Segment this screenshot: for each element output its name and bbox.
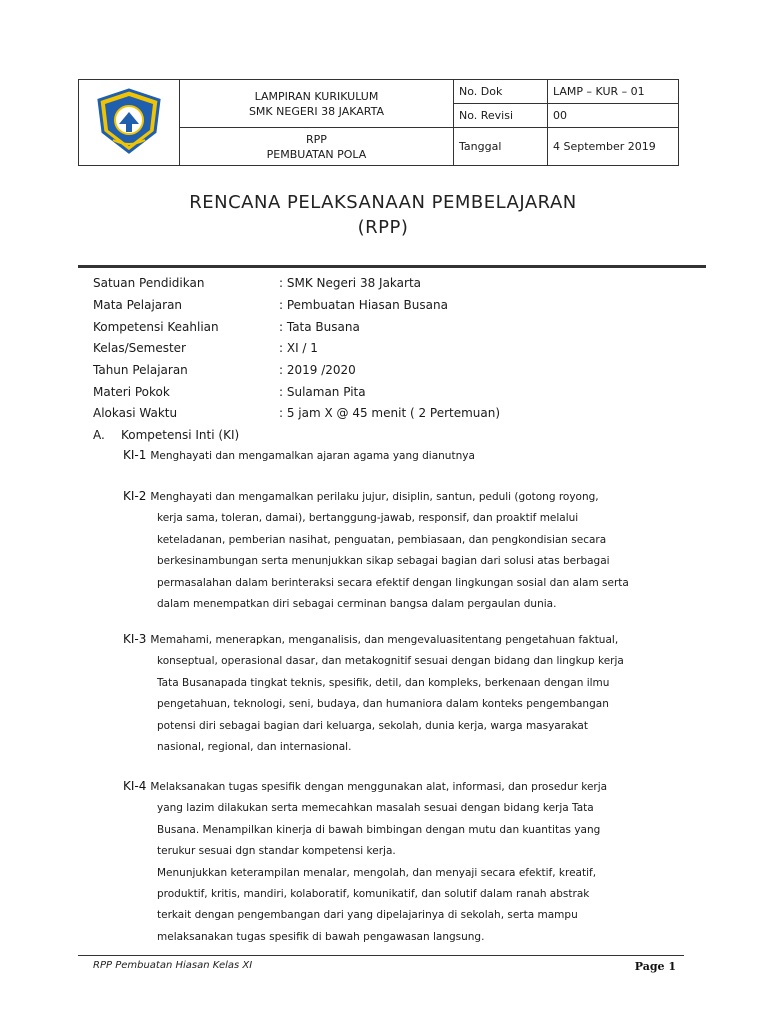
identity-label: Satuan Pendidikan: [93, 276, 205, 290]
ki-line: keteladanan, pemberian nasihat, penguatan, pembiasaan, dan pengkondisian secara: [157, 533, 607, 546]
identity-value: : 5 jam X @ 45 menit ( 2 Pertemuan): [279, 406, 501, 420]
identity-value: : Tata Busana: [279, 320, 360, 334]
date-value: 4 September 2019: [548, 128, 679, 166]
institution-cell: [180, 80, 454, 128]
identity-value: : Pembuatan Hiasan Busana: [279, 298, 448, 312]
school-logo-icon: [93, 88, 165, 154]
identity-value: : SMK Negeri 38 Jakarta: [279, 276, 422, 290]
ki-3-block: [123, 629, 678, 758]
document-type-cell: [180, 128, 454, 166]
ki-line: dalam menempatkan diri sebagai cerminan bangsa dalam pergaulan dunia.: [157, 598, 557, 611]
ki-line: Memahami, menerapkan, menganalisis, dan mengevaluasitentang pengetahuan faktual,: [150, 634, 619, 646]
identity-label: Tahun Pelajaran: [93, 363, 188, 377]
ki-code: KI-4: [123, 779, 147, 793]
identity-value: : 2019 /2020: [279, 363, 356, 377]
institution-line-2: SMK NEGERI 38 JAKARTA: [248, 104, 385, 118]
document-type-line-1: RPP: [306, 132, 327, 146]
footer-divider: [78, 955, 684, 956]
ki-line: Menunjukkan keterampilan menalar, mengolah, dan menyaji secara efektif, kreatif,: [157, 866, 597, 879]
school-logo-cell: [79, 80, 180, 166]
title-divider: [78, 265, 706, 268]
document-title: [78, 190, 688, 240]
ki-line: Menghayati dan mengamalkan ajaran agama yang dianutnya: [150, 450, 475, 462]
identity-value: : XI / 1: [279, 341, 318, 355]
ki-line: Menghayati dan mengamalkan perilaku jujur, disiplin, santun, peduli (gotong royong,: [150, 491, 599, 503]
ki-line: terukur sesuai dgn standar kompetensi kerja.: [157, 845, 396, 858]
ki-line: berkesinambungan serta menunjukkan sikap sebagai bagian dari solusi atas berbagai: [157, 555, 610, 568]
ki-1-block: [123, 445, 678, 467]
ki-line: permasalahan dalam berinteraksi secara efektif dengan lingkungan sosial dan alam serta: [157, 576, 629, 589]
ki-line: nasional, regional, dan internasional.: [157, 741, 352, 754]
ki-line: yang lazim dilakukan serta memecahkan masalah sesuai dengan bidang kerja Tata: [157, 802, 594, 815]
ki-line: konseptual, operasional dasar, dan metakognitif sesuai dengan bidang dan lingkup kerja: [157, 655, 624, 668]
document-type-line-2: PEMBUATAN POLA: [266, 147, 367, 161]
ki-2-block: [123, 486, 678, 615]
identity-label: Alokasi Waktu: [93, 406, 178, 420]
ki-code: KI-3: [123, 632, 147, 646]
identity-label: Kelas/Semester: [93, 341, 186, 355]
date-label: Tanggal: [454, 128, 548, 166]
doc-number-label: No. Dok: [454, 80, 548, 104]
ki-line: produktif, kritis, mandiri, kolaboratif, komunikatif, dan solutif dalam ranah abstrak: [157, 888, 590, 901]
institution-line-1: LAMPIRAN KURIKULUM: [254, 89, 379, 103]
footer-document-name: RPP Pembuatan Hiasan Kelas XI: [93, 960, 253, 971]
identity-value: : Sulaman Pita: [279, 385, 366, 399]
title-line-2: (RPP): [357, 217, 409, 238]
section-title: Kompetensi Inti (KI): [121, 428, 240, 442]
ki-line: Busana. Menampilkan kinerja di bawah bimbingan dengan mutu dan kuantitas yang: [157, 823, 601, 836]
revision-value: 00: [548, 104, 679, 128]
ki-4-block: [123, 776, 678, 948]
footer-page-number: Page 1: [634, 960, 676, 973]
revision-label: No. Revisi: [454, 104, 548, 128]
ki-code: KI-2: [123, 489, 147, 503]
ki-line: kerja sama, toleran, damai), bertanggung-jawab, responsif, dan proaktif melalui: [157, 512, 579, 525]
ki-line: pengetahuan, teknologi, seni, budaya, dan humaniora dalam konteks pengembangan: [157, 698, 609, 711]
section-number: A.: [93, 428, 105, 442]
title-line-1: RENCANA PELAKSANAAN PEMBELAJARAN: [189, 192, 577, 213]
identity-label: Mata Pelajaran: [93, 298, 183, 312]
ki-line: terkait dengan pengembangan dari yang dipelajarinya di sekolah, serta mampu: [157, 909, 578, 922]
ki-code: KI-1: [123, 448, 147, 462]
ki-line: Melaksanakan tugas spesifik dengan menggunakan alat, informasi, dan prosedur kerja: [150, 781, 608, 793]
document-header-table: [78, 79, 679, 166]
doc-number-value: LAMP – KUR – 01: [548, 80, 679, 104]
ki-line: melaksanakan tugas spesifik di bawah pengawasan langsung.: [157, 930, 485, 943]
section-a-heading: [93, 425, 239, 445]
identity-label: Kompetensi Keahlian: [93, 320, 219, 334]
ki-line: potensi diri sebagai bagian dari keluarga, sekolah, dunia kerja, warga masyarakat: [157, 719, 588, 732]
identity-label: Materi Pokok: [93, 385, 170, 399]
ki-line: Tata Busanapada tingkat teknis, spesifik, detil, dan kompleks, berkenaan dengan ilmu: [157, 676, 610, 689]
